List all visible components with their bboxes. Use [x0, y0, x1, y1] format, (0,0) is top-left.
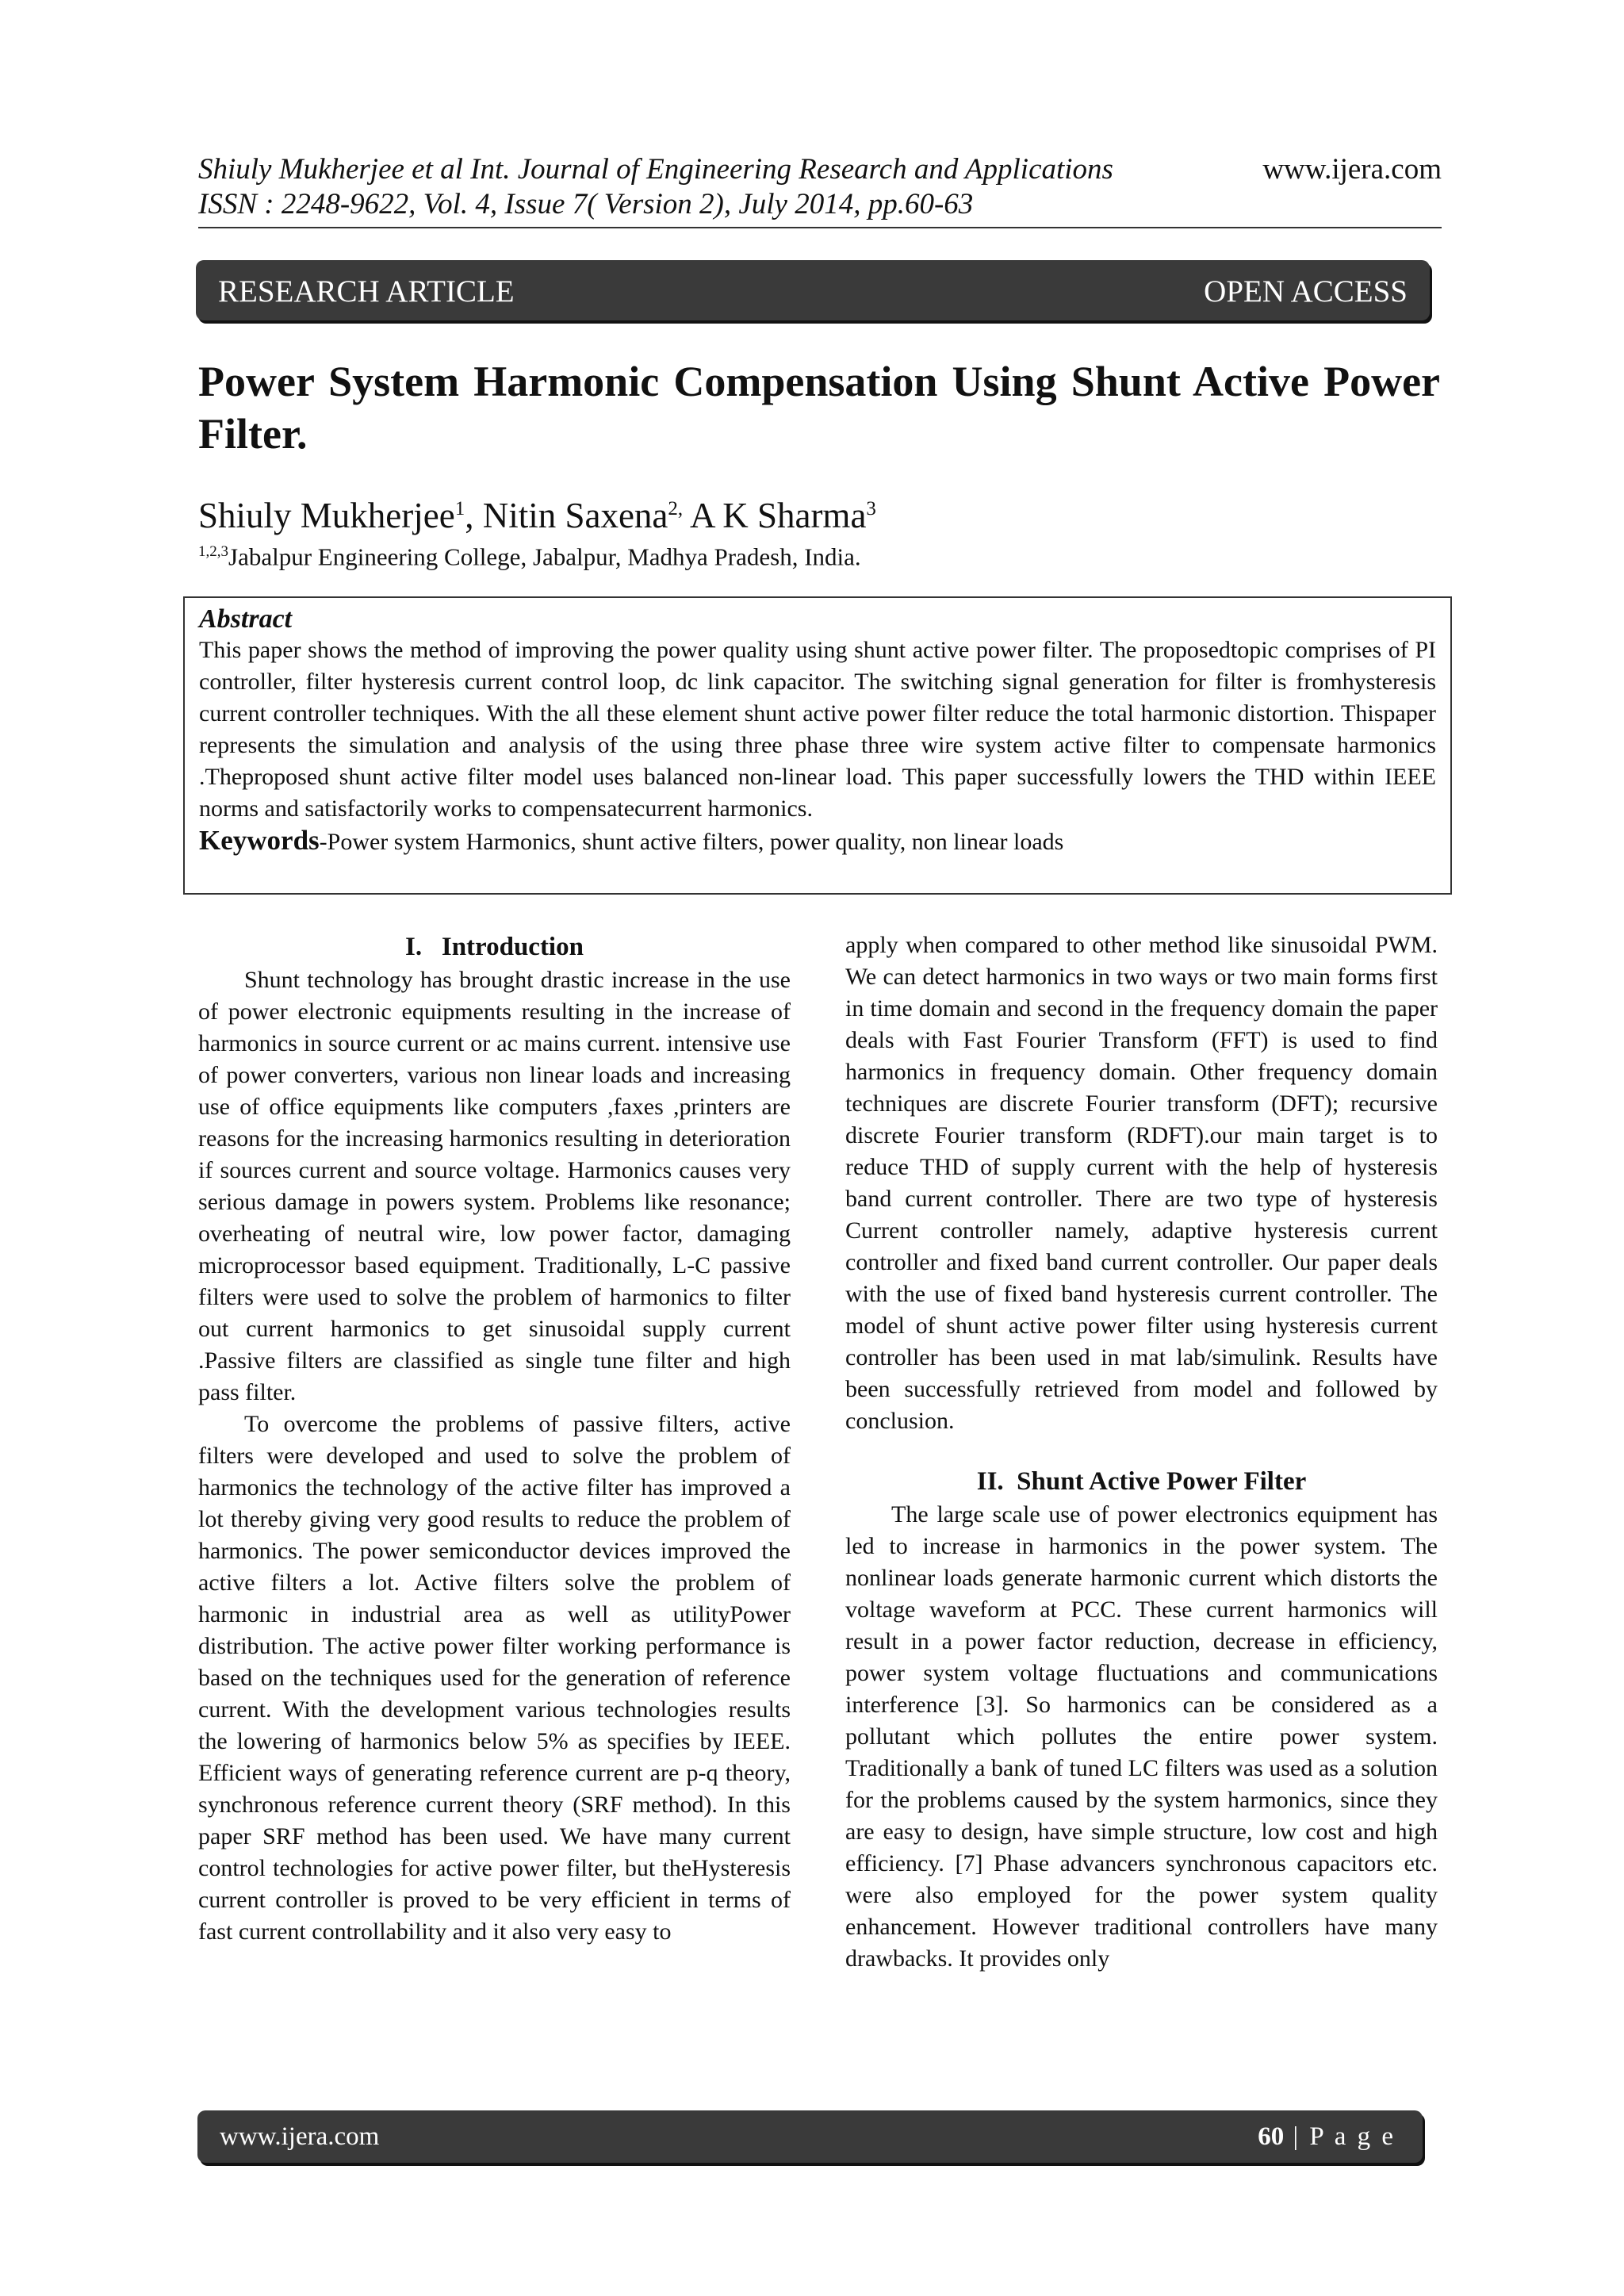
- right-column: [845, 930, 1438, 1975]
- keywords-text: -Power system Harmonics, shunt active filters, power quality, non linear loads: [319, 829, 1064, 855]
- author-affil-mark: 2,: [668, 498, 684, 519]
- page-footer: [197, 2110, 1423, 2163]
- left-column: [198, 930, 791, 1948]
- author-list: Shiuly Mukherjee$^1$, Nitin Saxena$^{2,}$ A K Sharma$^3$: [198, 496, 876, 535]
- page-number: 60: [1258, 2122, 1285, 2151]
- research-article-label: RESEARCH ARTICLE: [218, 274, 515, 309]
- abstract-box: [183, 596, 1452, 895]
- open-access-label: OPEN ACCESS: [1204, 274, 1408, 309]
- running-header: [198, 152, 1442, 222]
- header-website: www.ijera.com: [1262, 153, 1442, 186]
- page-suffix: | P a g e: [1284, 2122, 1396, 2151]
- header-divider: [198, 227, 1442, 228]
- paper-title: Power System Harmonic Compensation Using Shunt Active Power Filter.: [198, 358, 1440, 458]
- keywords-line: [199, 825, 1436, 858]
- keywords-label: Keywords: [199, 825, 320, 856]
- shunt-filter-heading: II. Shunt Active Power Filter: [976, 1467, 1307, 1496]
- affiliation-text: Jabalpur Engineering College, Jabalpur, Madhya Pradesh, India.: [228, 542, 861, 571]
- shunt-filter-paragraph: The large scale use of power electronics equipment has led to increase in harmonics in the power system. The nonlinear loads generate harmonic current which distorts the voltage waveform at PCC. These current harmonics will result in a power factor reduction, decrease in efficiency, power system voltage fluctuations and communications interference [3]. So harmonics can be considered as a pollutant which pollutes the entire power system. Traditionally a bank of tuned LC filters was used as a solution for the problems caused by the system harmonics, since they are easy to design, have simple structure, low cost and high efficiency. [7] Phase advancers synchronous capacitors etc. were also employed for the power system quality enhancement. However traditional controllers have many drawbacks. It provides only: [845, 1501, 1438, 1972]
- abstract-heading: Abstract: [199, 604, 293, 634]
- author-affil-mark: 1: [454, 498, 465, 519]
- author-affil-mark: 3: [866, 498, 876, 519]
- affiliation-marks: 1,2,3: [198, 543, 228, 560]
- intro-paragraph-1: Shunt technology has brought drastic increase in the use of power electronic equipments resulting in the increase of harmonics in source current or ac mains current. intensive use of power converters, various non linear loads and increasing use of office equipments like computers ,faxes ,printers are reasons for the increasing harmonics resulting in deterioration if sources current and source voltage. Harmonics causes very serious damage in powers system. Problems like resonance; overheating of neutral wire, low power factor, damaging microprocessor based equipment. Traditionally, L-C passive filters were used to solve the problem of harmonics to filter out current harmonics to get sinusoidal supply current .Passive filters are classified as single tune filter and high pass filter.: [198, 967, 791, 1405]
- journal-citation: Shiuly Mukherjee et al Int. Journal of Engineering Research and Applications: [198, 153, 1113, 186]
- author-name: A K Sharma: [689, 496, 867, 535]
- footer-website: www.ijera.com: [220, 2122, 380, 2151]
- intro-paragraph-3: apply when compared to other method like sinusoidal PWM. We can detect harmonics in two ways or two main forms first in time domain and second in the frequency domain the paper deals with Fast Fourier Transform (FFT) is used to find harmonics in frequency domain. Other frequency domain techniques are discrete Fourier transform (DFT); recursive discrete Fourier transform (RDFT).our main target is to reduce THD of supply current with the help of hysteresis band current controller. There are two type of hysteresis Current controller namely, adaptive hysteresis current controller and fixed band current controller. Our paper deals with the use of fixed band hysteresis current controller. The model of shunt active power filter using hysteresis current controller has been used in mat lab/simulink. Results have been successfully retrieved from model and followed by conclusion.: [845, 932, 1438, 1434]
- author-name: Shiuly Mukherjee: [198, 496, 455, 535]
- abstract-text: This paper shows the method of improving the power quality using shunt active power filter. The proposedtopic comprises of PI controller, filter hysteresis current control loop, dc link capacitor. The switching signal generation for filter is fromhysteresis current controller techniques. With the all these element shunt active power filter reduce the total harmonic distortion. Thispaper represents the simulation and analysis of the using three phase three wire system active filter to compensate harmonics .Theproposed shunt active filter model uses balanced non-linear load. This paper successfully lowers the THD within IEEE norms and satisfactorily works to compensatecurrent harmonics.: [199, 637, 1436, 822]
- issn-line: ISSN : 2248-9622, Vol. 4, Issue 7( Version 2), July 2014, pp.60-63: [198, 188, 974, 220]
- intro-paragraph-2: To overcome the problems of passive filters, active filters were developed and used to solve the problem of harmonics the technology of the active filter has improved a lot thereby giving very good results to reduce the problem of harmonics. The power semiconductor devices improved the active filters a lot. Active filters solve the problem of harmonic in industrial area as well as utilityPower distribution. The active power filter working performance is based on the techniques used for the generation of reference current. With the development various technologies results the lowering of harmonics below 5% as specifies by IEEE. Efficient ways of generating reference current are p-q theory, synchronous reference current theory (SRF method). In this paper SRF method has been used. We have many current control technologies for active power filter, but theHysteresis current controller is proved to be very efficient in terms of fast current controllability and it also very easy to: [198, 1411, 791, 1945]
- affiliation: [198, 536, 861, 573]
- introduction-heading: I. Introduction: [405, 933, 584, 961]
- page-indicator: [1258, 2121, 1396, 2152]
- article-type-banner: [196, 260, 1430, 320]
- author-name: Nitin Saxena: [482, 496, 668, 535]
